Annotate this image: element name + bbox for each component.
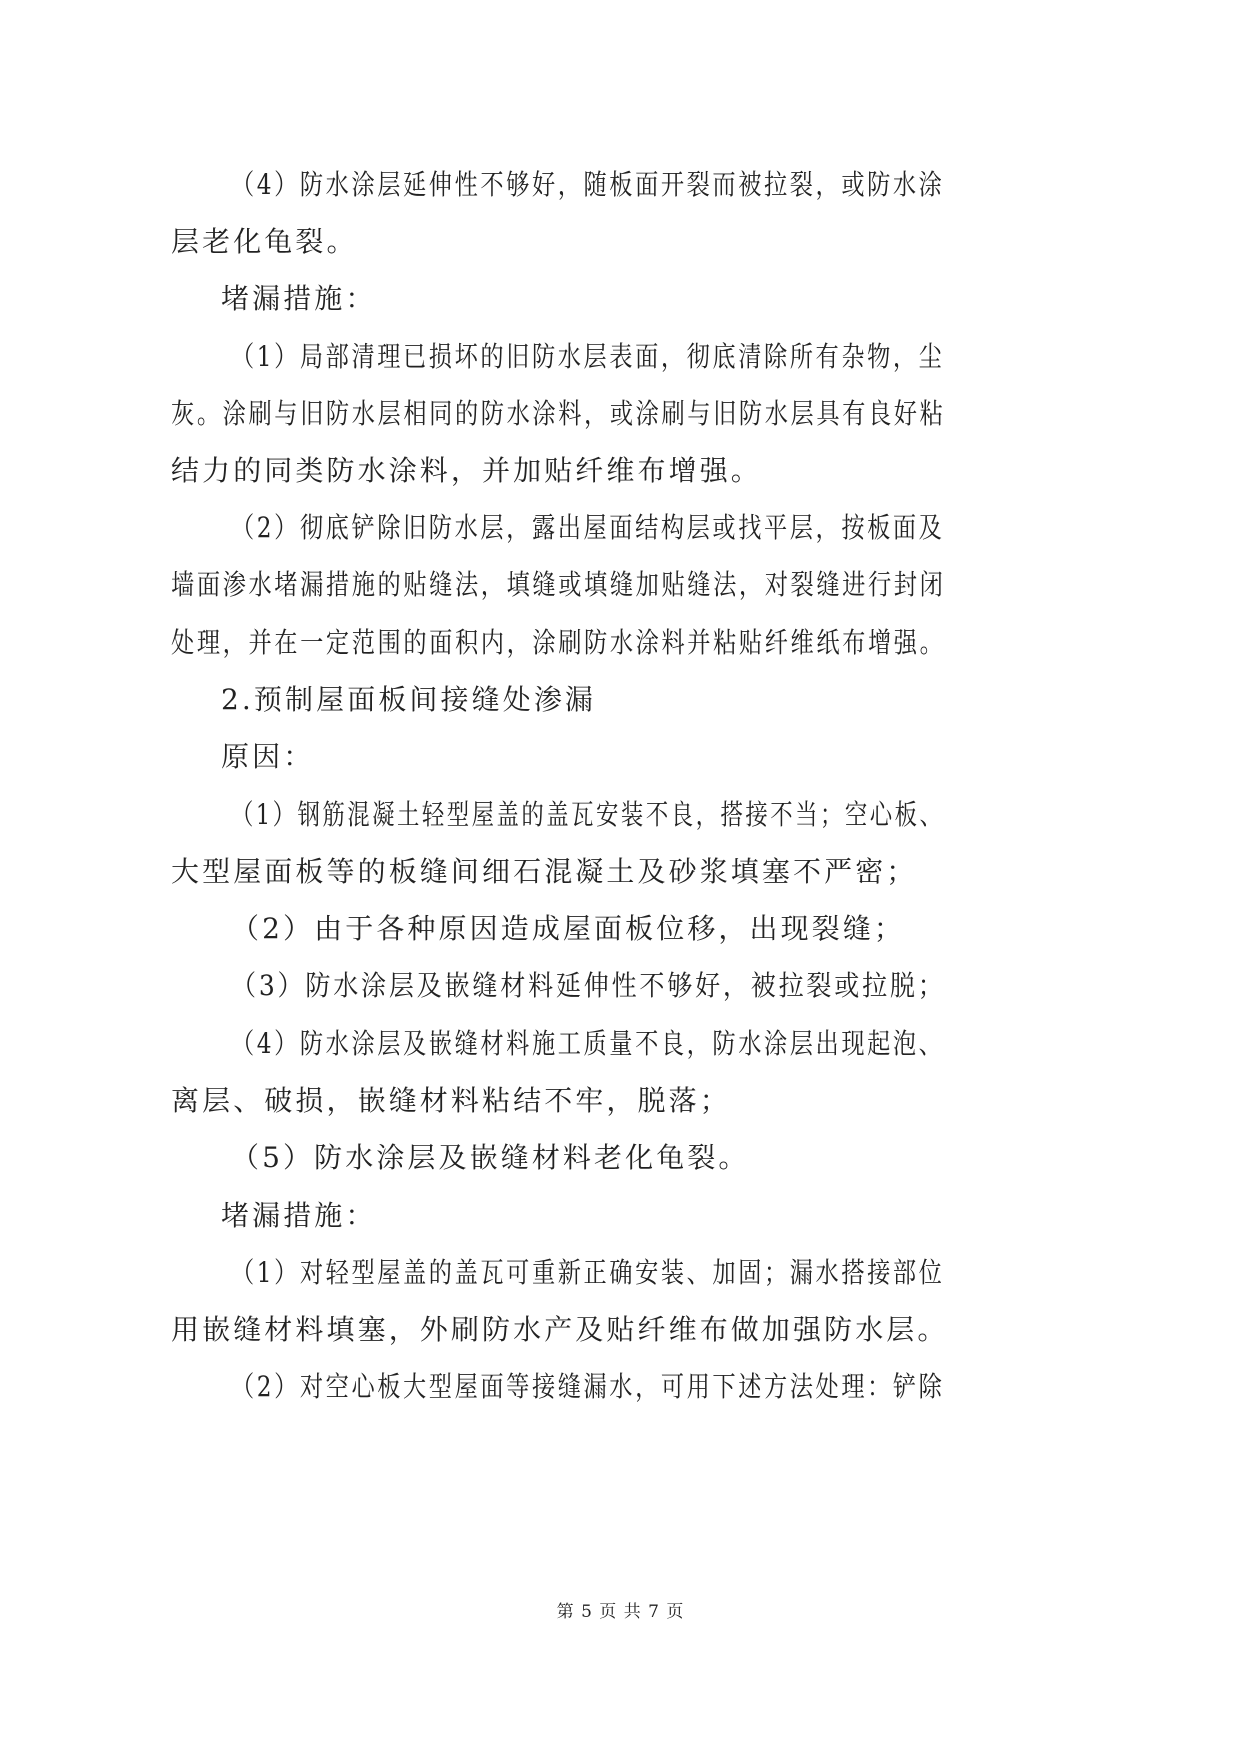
paragraph-line: 处理，并在一定范围的面积内，涂刷防水涂料并粘贴纤维纸布增强。 bbox=[171, 626, 946, 659]
paragraph-line: （4）防水涂层延伸性不够好，随板面开裂而被拉裂，或防水涂 bbox=[231, 168, 945, 201]
paragraph-line: （3）防水涂层及嵌缝材料延伸性不够好，被拉裂或拉脱； bbox=[231, 969, 946, 1002]
paragraph-line: 灰。涂刷与旧防水层相同的防水涂料，或涂刷与旧防水层具有良好粘 bbox=[171, 397, 946, 430]
paragraph-line: 结力的同类防水涂料，并加贴纤维布增强。 bbox=[171, 454, 762, 487]
paragraph-line: （4）防水涂层及嵌缝材料施工质量不良，防水涂层出现起泡、 bbox=[231, 1027, 945, 1060]
paragraph-line: （1）钢筋混凝土轻型屋盖的盖瓦安装不良，搭接不当；空心板、 bbox=[231, 798, 945, 831]
section-heading: 原因： bbox=[221, 740, 315, 773]
paragraph-line: （2）对空心板大型屋面等接缝漏水，可用下述方法处理：铲除 bbox=[231, 1370, 945, 1403]
paragraph-line: 大型屋面板等的板缝间细石混凝土及砂浆填塞不严密； bbox=[171, 855, 918, 888]
section-heading: 2.预制屋面板间接缝处渗漏 bbox=[221, 683, 597, 716]
paragraph-line: （2）彻底铲除旧防水层，露出屋面结构层或找平层，按板面及 bbox=[231, 511, 945, 544]
paragraph-line: 墙面渗水堵漏措施的贴缝法，填缝或填缝加贴缝法，对裂缝进行封闭 bbox=[171, 568, 946, 601]
paragraph-line: （5）防水涂层及嵌缝材料老化龟裂。 bbox=[231, 1141, 750, 1174]
page-number-footer: 第 5 页 共 7 页 bbox=[556, 1602, 685, 1622]
paragraph-line: 层老化龟裂。 bbox=[171, 225, 358, 258]
paragraph-line: （1）对轻型屋盖的盖瓦可重新正确安装、加固；漏水搭接部位 bbox=[231, 1256, 945, 1289]
paragraph-line: （2）由于各种原因造成屋面板位移，出现裂缝； bbox=[231, 912, 906, 945]
paragraph-line: 用嵌缝材料填塞，外刷防水产及贴纤维布做加强防水层。 bbox=[171, 1313, 949, 1346]
section-heading: 堵漏措施： bbox=[221, 1199, 377, 1232]
section-heading: 堵漏措施： bbox=[221, 282, 377, 315]
paragraph-line: （1）局部清理已损坏的旧防水层表面，彻底清除所有杂物，尘 bbox=[231, 340, 945, 373]
paragraph-line: 离层、破损，嵌缝材料粘结不牢，脱落； bbox=[171, 1084, 731, 1117]
